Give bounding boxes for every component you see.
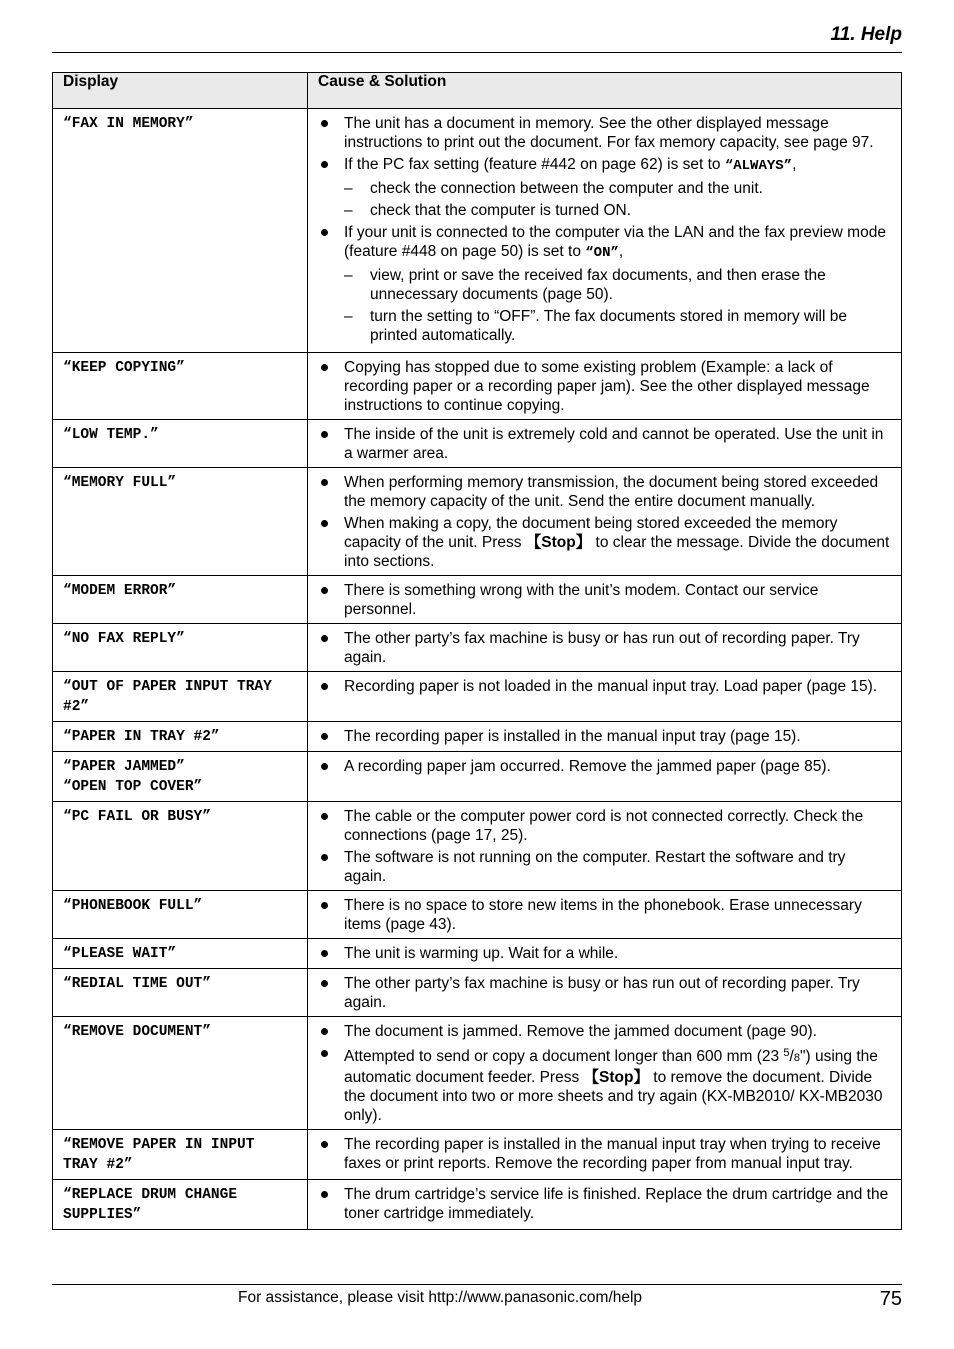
solution-text: The other party’s fax machine is busy or has run out of recording paper. Try again.: [344, 630, 860, 666]
table-row: [53, 802, 902, 891]
solution-text: ,: [618, 243, 624, 260]
solution-item: [318, 358, 891, 415]
bullet-icon: [321, 120, 328, 127]
solution-text: There is something wrong with the unit’s modem. Contact our service personnel.: [344, 582, 819, 618]
help-table: [52, 72, 902, 1230]
solution-item: [318, 757, 891, 776]
solution-text: The cable or the computer power cord is not connected correctly. Check the connections (page 17, 25).: [344, 808, 864, 844]
display-message-cell: [53, 672, 308, 722]
stop-key-label: 【Stop】: [525, 534, 592, 551]
dash-icon: –: [344, 202, 353, 219]
bullet-icon: [321, 431, 328, 438]
sub-step-item: [344, 307, 891, 345]
solution-text: to remove the document. Divide the document into two or more sheets and try again (KX-MB2010/ KX-MB2030 only).: [344, 1069, 883, 1124]
page-number: 75: [879, 1288, 902, 1310]
sub-step-item: [344, 266, 891, 304]
bullet-icon: [321, 1141, 328, 1148]
table-body: [53, 109, 902, 1230]
solution-text: The recording paper is installed in the manual input tray (page 15).: [344, 728, 801, 745]
display-message: “LOW TEMP.”: [63, 427, 159, 443]
display-message-cell: [53, 939, 308, 969]
display-message-cell: [53, 624, 308, 672]
solution-text: When making a copy, the document being stored exceeded the memory capacity of the unit. Press: [344, 515, 838, 551]
solution-item: [318, 848, 891, 886]
cause-solution-cell: [308, 468, 902, 576]
solution-list: [318, 1185, 891, 1223]
solution-list: [318, 473, 891, 571]
cause-solution-cell: [308, 1017, 902, 1130]
bullet-icon: [321, 1028, 328, 1035]
solution-text: If the PC fax setting (feature #442 on page 62) is set to: [344, 156, 725, 173]
display-message: “REMOVE PAPER IN INPUT TRAY #2”: [63, 1137, 264, 1173]
solution-text: Copying has stopped due to some existing problem (Example: a lack of recording paper or a recording paper jam). See the other displayed message instructions to continue copying.: [344, 359, 870, 414]
cause-solution-cell: [308, 420, 902, 468]
display-message: “OUT OF PAPER INPUT TRAY #2”: [63, 679, 281, 715]
solution-item: [318, 807, 891, 845]
bullet-icon: [321, 902, 328, 909]
stop-key-label: 【Stop】: [583, 1069, 649, 1086]
solution-list: [318, 629, 891, 667]
display-message-cell: [53, 1130, 308, 1180]
table-row: [53, 624, 902, 672]
solution-list: [318, 677, 891, 696]
bullet-icon: [321, 229, 328, 236]
bullet-icon: [321, 950, 328, 957]
display-message: “REDIAL TIME OUT”: [63, 976, 211, 992]
solution-text: 8: [793, 1052, 800, 1064]
dash-icon: –: [344, 180, 353, 197]
bullet-icon: [321, 635, 328, 642]
solution-list: [318, 1135, 891, 1173]
section-title: 11. Help: [830, 24, 902, 45]
solution-text: “ON”: [585, 245, 619, 261]
sub-step-text: check the connection between the computer and the unit.: [370, 180, 763, 197]
bullet-icon: [321, 980, 328, 987]
solution-item: [318, 1185, 891, 1223]
solution-item: [318, 114, 891, 152]
solution-item: [318, 1135, 891, 1173]
solution-item: [318, 629, 891, 667]
dash-icon: –: [344, 308, 353, 325]
display-message: “MODEM ERROR”: [63, 583, 177, 599]
display-message: “REMOVE DOCUMENT”: [63, 1024, 211, 1040]
solution-list: [318, 114, 891, 345]
solution-list: [318, 944, 891, 963]
table-row: [53, 109, 902, 353]
table-row: [53, 969, 902, 1017]
bullet-icon: [321, 587, 328, 594]
solution-list: [318, 581, 891, 619]
sub-step-item: [344, 179, 891, 198]
solution-item: [318, 677, 891, 696]
solution-text: ") using the automatic document feeder. Press: [344, 1048, 878, 1086]
table-row: [53, 353, 902, 420]
table-row: [53, 576, 902, 624]
sub-step-text: check that the computer is turned ON.: [370, 202, 632, 219]
sub-step-item: [344, 201, 891, 220]
cause-solution-cell: [308, 722, 902, 752]
bullet-icon: [321, 683, 328, 690]
solution-list: [318, 425, 891, 463]
display-message-cell: [53, 420, 308, 468]
bullet-icon: [321, 161, 328, 168]
solution-text: The inside of the unit is extremely cold and cannot be operated. Use the unit in a warmer area.: [344, 426, 884, 462]
bullet-icon: [321, 479, 328, 486]
solution-text: The software is not running on the computer. Restart the software and try again.: [344, 849, 846, 885]
display-message-cell: [53, 969, 308, 1017]
display-message-cell: [53, 468, 308, 576]
display-message: “MEMORY FULL”: [63, 475, 177, 491]
solution-text: The recording paper is installed in the manual input tray when trying to receive faxes or print reports. Remove the recording paper from manual input tray.: [344, 1136, 881, 1172]
header-rule: [52, 52, 902, 53]
table-row: [53, 722, 902, 752]
solution-list: [318, 807, 891, 886]
bullet-icon: [321, 854, 328, 861]
solution-text: When performing memory transmission, the document being stored exceeded the memory capacity of the unit. Send the entire document manually.: [344, 474, 879, 510]
solution-item: [318, 944, 891, 963]
table-row: [53, 1130, 902, 1180]
display-message: “REPLACE DRUM CHANGE SUPPLIES”: [63, 1187, 246, 1223]
bullet-icon: [321, 520, 328, 527]
solution-item: [318, 1044, 891, 1125]
display-message: “PLEASE WAIT”: [63, 946, 177, 962]
sub-step-list: [344, 266, 891, 345]
bullet-icon: [321, 1191, 328, 1198]
solution-text: /: [789, 1048, 794, 1065]
display-message-cell: [53, 576, 308, 624]
solution-text: Attempted to send or copy a document longer than 600 mm (23: [344, 1048, 784, 1065]
display-message: “FAX IN MEMORY”: [63, 116, 194, 132]
solution-text: The other party’s fax machine is busy or has run out of recording paper. Try again.: [344, 975, 860, 1011]
solution-text: The drum cartridge’s service life is finished. Replace the drum cartridge and the toner cartridge immediately.: [344, 1186, 889, 1222]
bullet-icon: [321, 763, 328, 770]
table-row: [53, 939, 902, 969]
display-message-cell: [53, 109, 308, 353]
cause-solution-cell: [308, 672, 902, 722]
solution-list: [318, 974, 891, 1012]
bullet-icon: [321, 813, 328, 820]
table-row: [53, 420, 902, 468]
table-row: [53, 1180, 902, 1230]
bullet-icon: [321, 733, 328, 740]
solution-list: [318, 358, 891, 415]
display-message-cell: [53, 891, 308, 939]
display-message-cell: [53, 1017, 308, 1130]
sub-step-list: [344, 179, 891, 220]
table-row: [53, 1017, 902, 1130]
solution-item: [318, 581, 891, 619]
solution-item: [318, 425, 891, 463]
display-message: “PC FAIL OR BUSY”: [63, 809, 211, 825]
cause-solution-cell: [308, 576, 902, 624]
display-message: “KEEP COPYING”: [63, 360, 185, 376]
solution-text: There is no space to store new items in the phonebook. Erase unnecessary items (page 43).: [344, 897, 862, 933]
column-header-display: Display: [53, 73, 308, 109]
solution-item: [318, 223, 891, 345]
table-row: [53, 468, 902, 576]
cause-solution-cell: [308, 109, 902, 353]
solution-item: [318, 473, 891, 511]
solution-text: The unit is warming up. Wait for a while.: [344, 945, 619, 962]
cause-solution-cell: [308, 969, 902, 1017]
solution-item: [318, 155, 891, 220]
sub-step-text: turn the setting to “OFF”. The fax documents stored in memory will be printed automatically.: [370, 308, 847, 344]
solution-text: If your unit is connected to the computer via the LAN and the fax preview mode (feature #448 on page 50) is set to: [344, 224, 886, 260]
solution-item: [318, 727, 891, 746]
solution-list: [318, 896, 891, 934]
solution-text: ,: [792, 156, 797, 173]
solution-text: “ALWAYS”: [724, 158, 793, 174]
display-message: “NO FAX REPLY”: [63, 631, 185, 647]
solution-text: A recording paper jam occurred. Remove the jammed paper (page 85).: [344, 758, 831, 775]
display-message: “PAPER IN TRAY #2”: [63, 729, 220, 745]
table-row: [53, 752, 902, 802]
sub-step-text: view, print or save the received fax documents, and then erase the unnecessary documents (page 50).: [370, 267, 826, 303]
display-message-cell: [53, 802, 308, 891]
table-header-row: [53, 73, 902, 109]
bullet-icon: [321, 1050, 328, 1057]
solution-text: 5: [783, 1047, 790, 1059]
footer-assistance-text: For assistance, please visit http://www.panasonic.com/help: [238, 1289, 643, 1306]
solution-item: [318, 974, 891, 1012]
solution-list: [318, 1022, 891, 1125]
table-row: [53, 891, 902, 939]
cause-solution-cell: [308, 1130, 902, 1180]
cause-solution-cell: [308, 891, 902, 939]
display-message: “PHONEBOOK FULL”: [63, 898, 203, 914]
cause-solution-cell: [308, 1180, 902, 1230]
display-message: “PAPER JAMMED” “OPEN TOP COVER”: [63, 759, 203, 795]
display-message-cell: [53, 353, 308, 420]
dash-icon: –: [344, 267, 353, 284]
solution-list: [318, 727, 891, 746]
cause-solution-cell: [308, 802, 902, 891]
solution-text: Recording paper is not loaded in the manual input tray. Load paper (page 15).: [344, 678, 878, 695]
display-message-cell: [53, 752, 308, 802]
solution-item: [318, 1022, 891, 1041]
solution-item: [318, 896, 891, 934]
cause-solution-cell: [308, 353, 902, 420]
solution-text: to clear the message. Divide the document into sections.: [344, 534, 890, 570]
solution-list: [318, 757, 891, 776]
column-header-cause: Cause & Solution: [308, 73, 902, 109]
table-row: [53, 672, 902, 722]
solution-text: The document is jammed. Remove the jammed document (page 90).: [344, 1023, 817, 1040]
solution-text: The unit has a document in memory. See the other displayed message instructions to print out the document. For fax memory capacity, see page 97.: [344, 115, 874, 151]
footer-rule: [52, 1284, 902, 1285]
cause-solution-cell: [308, 752, 902, 802]
display-message-cell: [53, 1180, 308, 1230]
bullet-icon: [321, 364, 328, 371]
display-message-cell: [53, 722, 308, 752]
cause-solution-cell: [308, 939, 902, 969]
cause-solution-cell: [308, 624, 902, 672]
solution-item: [318, 514, 891, 571]
